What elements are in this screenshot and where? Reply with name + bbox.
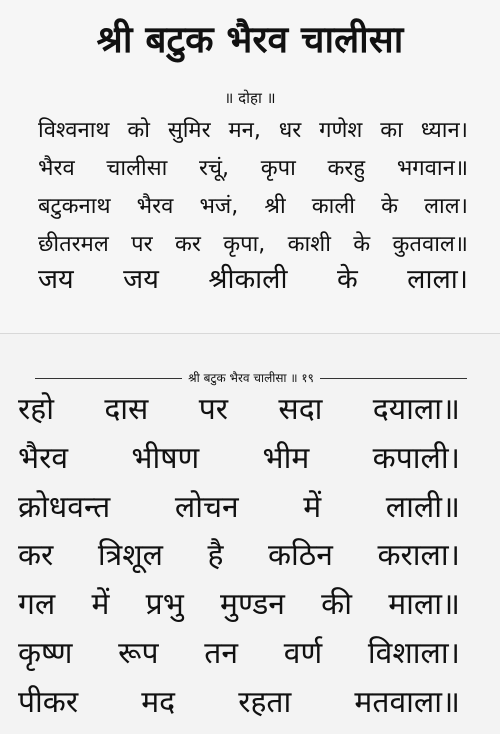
verse-line: रहो दास पर सदा दयाला॥ — [18, 392, 460, 427]
doha-line: बटुकनाथ भैरव भजं, श्री काली के लाल। — [38, 194, 468, 219]
running-header-text: श्री बटुक भैरव चालीसा ॥ १९ — [188, 371, 314, 385]
verse-line: पीकर मद रहता मतवाला॥ — [18, 684, 460, 720]
doha-heading: ॥ दोहा ॥ — [224, 89, 276, 107]
first-chaupai-line: जय जय श्रीकाली के लाला। — [38, 264, 468, 295]
verse-line: गल में प्रभु मुण्डन की माला॥ — [18, 587, 460, 623]
verse-line: क्रोधवन्त लोचन में लाली॥ — [18, 489, 460, 525]
doha-line: विश्वनाथ को सुमिर मन, धर गणेश का ध्यान। — [38, 118, 468, 143]
chaupai-verses — [18, 386, 460, 728]
header-rule-left — [35, 378, 182, 379]
verse-line: कृष्ण रूप तन वर्ण विशाला। — [18, 635, 460, 671]
running-header — [35, 371, 467, 385]
page-title: श्री बटुक भैरव चालीसा — [96, 18, 404, 61]
header-rule-right — [320, 378, 467, 379]
upper-page — [0, 0, 500, 334]
verse-line: भैरव भीषण भीम कपाली। — [18, 440, 460, 476]
verse-line: कर त्रिशूल है कठिन कराला। — [18, 538, 460, 574]
doha-line: छीतरमल पर कर कृपा, काशी के कुतवाल॥ — [38, 232, 468, 257]
doha-line: भैरव चालीसा रचूं, कृपा करहु भगवान॥ — [38, 156, 468, 181]
doha-verses — [38, 112, 468, 264]
